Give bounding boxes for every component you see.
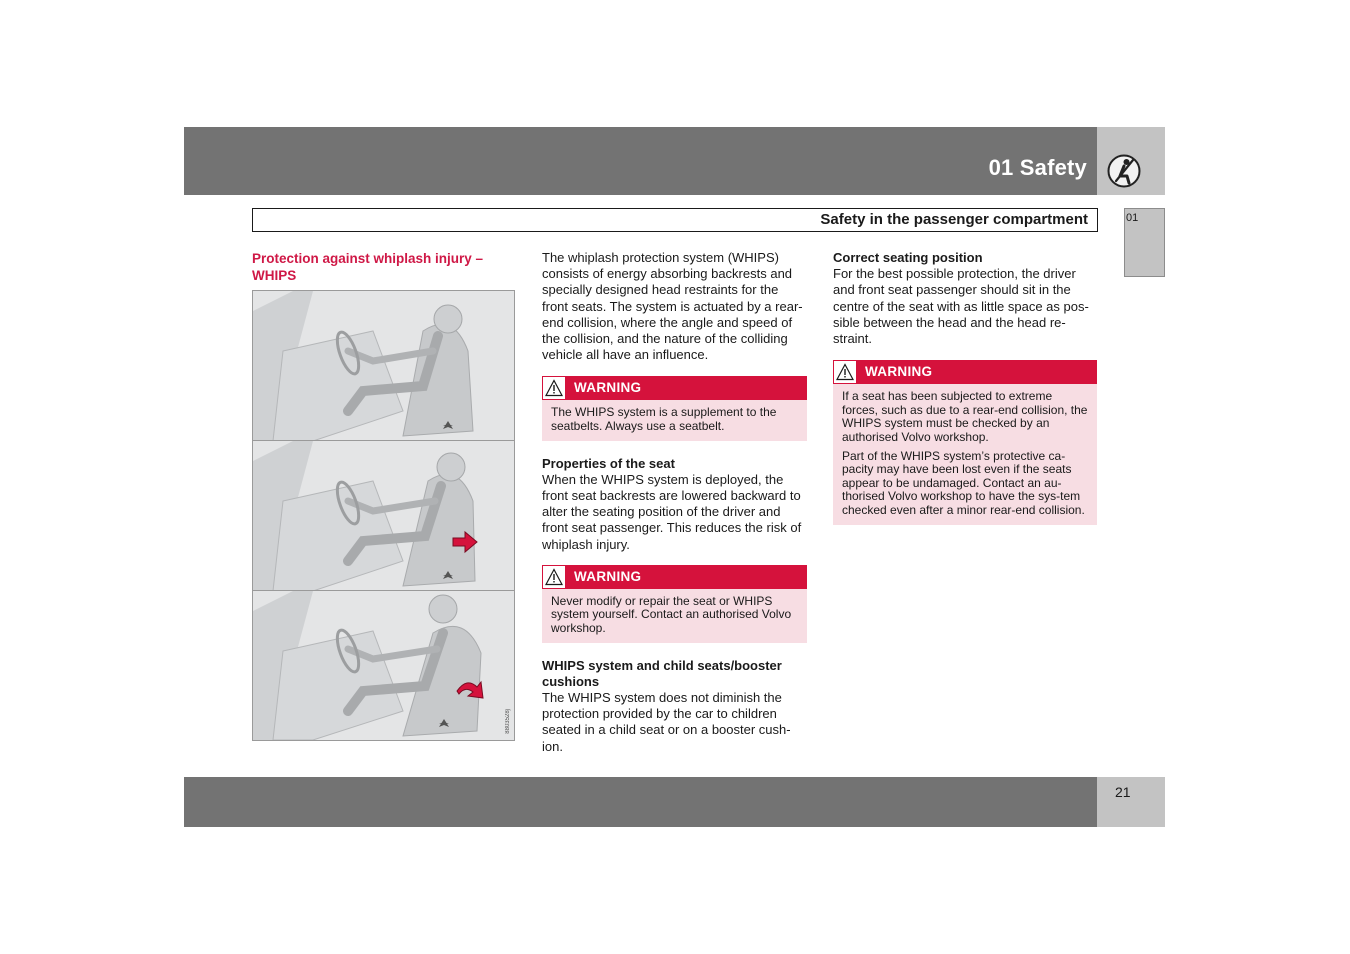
child-seats-text: The WHIPS system does not diminish the protection provided by the car to children seated in a child seat or on a booster cush-ion.: [542, 690, 791, 754]
warning-header: [833, 360, 1097, 384]
child-seats-heading: WHIPS system and child seats/booster cushions: [542, 657, 782, 689]
footer-band: [184, 777, 1097, 827]
illustration-panel-1: [253, 291, 514, 441]
seat-occupant-icon: [1107, 154, 1141, 188]
chapter-title: 01 Safety: [988, 155, 1087, 180]
warning-text: [833, 384, 1097, 524]
illustration-panel-2: [253, 441, 514, 591]
chapter-icon-box: [1097, 127, 1165, 195]
illustration-panel-3: [253, 591, 514, 740]
warning-header: [542, 376, 807, 400]
warning-seatbelt-text: The WHIPS system is a supplement to the seatbelts. Always use a seatbelt.: [551, 405, 777, 434]
page-number-box: [1097, 777, 1165, 827]
warning-triangle-icon: [542, 376, 566, 400]
page-number: 21: [1115, 784, 1131, 800]
warning-label: WARNING: [574, 380, 642, 396]
warning-box-workshop: [833, 360, 1097, 524]
warning-label: WARNING: [865, 364, 933, 380]
figure-code: 8803528j: [505, 709, 511, 734]
section-title-bar: [252, 208, 1098, 232]
properties-heading: Properties of the seat: [542, 455, 675, 471]
warning-modify-text: Never modify or repair the seat or WHIPS system yourself. Contact an authorised Volvo workshop.: [551, 593, 792, 636]
warning-workshop-text-2: Part of the WHIPS system’s protective ca-pacity may have been lost even if the seats appear to be undamaged. Contact an au-thorised Volvo workshop to have the sys-tem checked even after a minor rear-end collision.: [842, 448, 1085, 517]
column-1: [252, 250, 517, 284]
warning-header: [542, 565, 807, 589]
warning-workshop-text-1: If a seat has been subjected to extreme forces, such as due to a rear-end collision, the WHIPS system must be checked by an authorised Volvo workshop.: [842, 389, 1088, 444]
section-title: Safety in the passenger compartment: [820, 211, 1088, 228]
column-2: [542, 250, 807, 755]
warning-label: WARNING: [574, 568, 642, 584]
side-tab-label: 01: [1126, 212, 1139, 224]
chapter-header: [184, 127, 1097, 195]
warning-box-modify: [542, 565, 807, 643]
warning-box-seatbelt: [542, 376, 807, 440]
warning-triangle-icon: [833, 360, 857, 384]
warning-text: [542, 400, 807, 440]
seating-position-text: For the best possible protection, the driver and front seat passenger should sit in the centre of the seat with as little space as pos-sible between the head and the head re-straint.: [833, 266, 1089, 347]
properties-text: When the WHIPS system is deployed, the front seat backrests are lowered backward to alter the seating position of the driver and front seat passenger. This reduces the risk of whiplash injury.: [542, 471, 802, 552]
whips-intro-text: The whiplash protection system (WHIPS) consists of energy absorbing backrests and specially designed head restraints for the front seats. The system is actuated by a rear-end collision, where the angle and speed of the collision, and the nature of the colliding vehicle all have an influence.: [542, 250, 803, 363]
column-3: [833, 250, 1097, 525]
warning-triangle-icon: [542, 565, 566, 589]
seating-position-heading: Correct seating position: [833, 250, 983, 265]
chapter-side-tab[interactable]: [1124, 208, 1165, 277]
whips-heading: Protection against whiplash injury – WHIPS: [252, 251, 484, 283]
whips-illustration: [252, 290, 515, 741]
warning-text: [542, 589, 807, 643]
